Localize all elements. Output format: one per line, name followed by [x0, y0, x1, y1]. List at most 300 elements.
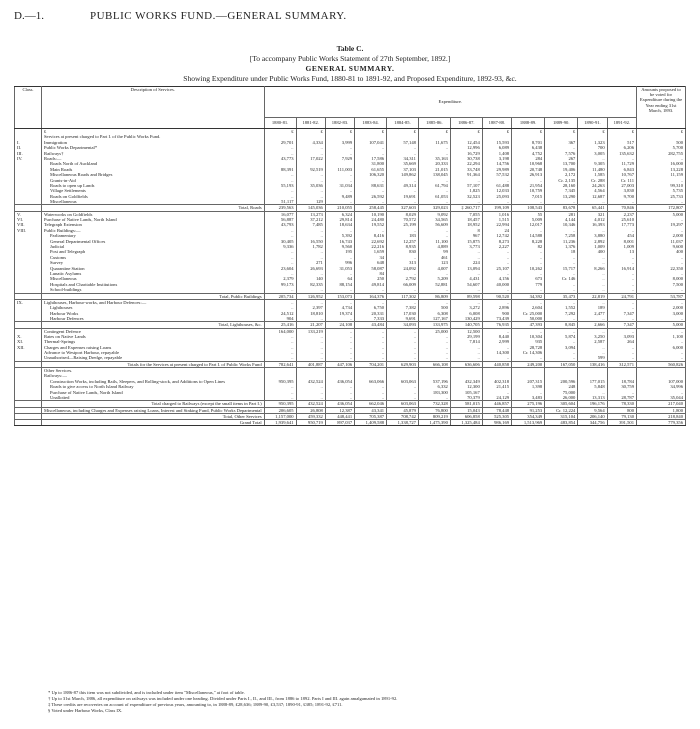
year-header: 1883-84. [355, 118, 387, 129]
value-cell: 10,304 [512, 334, 545, 339]
class-cell: VII. [15, 222, 42, 227]
value-cell: 4,734 [325, 305, 354, 310]
description-cell: Purchase of Native Lands, North Island [42, 217, 265, 222]
description-cell: Thermal-Springs [42, 339, 265, 344]
value-cell: .. [418, 334, 450, 339]
value-cell: .. [418, 287, 450, 293]
description-cell: Harbour Defences [42, 316, 265, 322]
value-cell: 133,219 [296, 328, 325, 334]
value-cell: 35,163 [418, 156, 450, 161]
value-cell: 3,094 [545, 345, 578, 350]
value-cell: 82,335 [296, 282, 325, 287]
value-cell: .. [296, 355, 325, 361]
value-cell: 2,792 [387, 276, 419, 281]
value-cell: £ [418, 129, 450, 135]
value-cell: .. [325, 151, 354, 156]
proposed-cell: .. [637, 260, 686, 265]
value-cell: 327,603 [387, 205, 419, 211]
value-cell: 55 [512, 211, 545, 217]
footnote: § Voted under Harbour Works, Class IX. [48, 708, 123, 713]
value-cell: 6,008 [450, 311, 482, 316]
value-cell: 525,305 [482, 413, 511, 419]
value-cell: Cr. 146 [545, 276, 578, 281]
description-cell: Purchase of Native Lands, North Island [42, 390, 265, 395]
value-cell: .. [325, 287, 354, 293]
value-cell: 6,308 [418, 311, 450, 316]
value-cell: .. [578, 328, 607, 334]
value-cell: .. [545, 328, 578, 334]
value-cell: .. [607, 287, 636, 293]
value-cell: 267 [545, 156, 578, 161]
value-cell: 76,935 [482, 322, 511, 328]
value-cell: 6,750 [355, 305, 387, 310]
value-cell: 1,157,000 [264, 413, 296, 419]
description-cell: Quarantine Station [42, 266, 265, 271]
description-cell: £ [42, 129, 265, 135]
value-cell: 800 [607, 407, 636, 413]
value-cell: 22,692 [355, 239, 387, 244]
value-cell: 606,858 [450, 413, 482, 419]
value-cell: 40,000 [482, 282, 511, 287]
value-cell: 315,104 [545, 413, 578, 419]
proposed-cell: .. [637, 350, 686, 355]
value-cell: 8,845 [545, 322, 578, 328]
value-cell: .. [296, 384, 325, 389]
value-cell: 12,996 [450, 145, 482, 150]
value-cell: 11,675 [418, 140, 450, 145]
value-cell: 599 [578, 355, 607, 361]
value-cell: 133,975 [418, 322, 450, 328]
value-cell: .. [387, 350, 419, 355]
value-cell: 354,349 [512, 413, 545, 419]
value-cell: 78,330 [607, 401, 636, 407]
value-cell: 24,129 [482, 395, 511, 401]
description-header: Description of Services. [42, 87, 265, 129]
value-cell: 32,523 [450, 194, 482, 199]
value-cell: 14,300 [482, 350, 511, 355]
value-cell: 31,034 [325, 183, 354, 188]
proposed-cell: 107,000 [637, 379, 686, 384]
value-cell: .. [355, 328, 387, 334]
value-cell: .. [578, 260, 607, 265]
value-cell: .. [450, 178, 482, 183]
value-cell: 140 [296, 276, 325, 281]
value-cell: 19,406 [545, 167, 578, 172]
value-cell: 26,000 [545, 395, 578, 401]
value-cell: .. [450, 271, 482, 276]
value-cell: 281 [545, 211, 578, 217]
value-cell: 15,593 [482, 140, 511, 145]
value-cell: 123 [418, 260, 450, 265]
expenditure-header: Expenditure. [264, 87, 636, 118]
value-cell: 224 [450, 260, 482, 265]
value-cell: 950,395 [264, 401, 296, 407]
class-cell [15, 420, 42, 426]
value-cell: .. [296, 271, 325, 276]
value-cell: .. [264, 339, 296, 344]
value-cell: .. [264, 395, 296, 401]
class-cell: XI. [15, 339, 42, 344]
value-cell: 34 [355, 255, 387, 260]
value-cell: 4,752 [512, 151, 545, 156]
value-cell: .. [264, 145, 296, 150]
description-cell: Main Roads [42, 167, 265, 172]
value-cell: 43,341 [355, 407, 387, 413]
proposed-cell: 400 [637, 249, 686, 254]
description-cell: Public Buildings:— [42, 228, 265, 233]
value-cell: .. [418, 299, 450, 305]
value-cell: Cr. 14,306 [512, 350, 545, 355]
value-cell: 117,302 [387, 293, 419, 299]
value-cell: 22,819 [578, 293, 607, 299]
value-cell: .. [545, 145, 578, 150]
value-cell: .. [482, 271, 511, 276]
proposed-cell: 1,100 [637, 334, 686, 339]
value-cell: 88,154 [325, 282, 354, 287]
proposed-cell: 25,733 [637, 194, 686, 199]
value-cell: 22,294 [450, 161, 482, 166]
value-cell: 30,405 [264, 239, 296, 244]
value-cell: 30,759 [607, 384, 636, 389]
value-cell: 19,552 [355, 222, 387, 227]
year-header: 1881-82. [296, 118, 325, 129]
value-cell: 1,659 [355, 249, 387, 254]
value-cell: .. [482, 345, 511, 350]
year-header: 1889-90. [545, 118, 578, 129]
value-cell: 12,257 [387, 239, 419, 244]
value-cell: .. [578, 255, 607, 260]
value-cell: .. [607, 156, 636, 161]
value-cell: .. [512, 178, 545, 183]
value-cell: 50,000 [512, 316, 545, 322]
value-cell: 4,007 [418, 266, 450, 271]
proposed-cell: 8,000 [637, 276, 686, 281]
value-cell: .. [296, 316, 325, 322]
header-row [15, 87, 686, 118]
value-cell: .. [578, 390, 607, 395]
value-cell: 967 [450, 233, 482, 238]
value-cell: 636,606 [450, 361, 482, 367]
description-cell: Post and Telegraph [42, 249, 265, 254]
value-cell: 43,484 [355, 322, 387, 328]
value-cell: 344,756 [578, 420, 607, 426]
value-cell: .. [325, 271, 354, 276]
value-cell: Cr. 288 [578, 178, 607, 183]
value-cell: £ [450, 129, 482, 135]
value-cell: 3,830 [607, 188, 636, 193]
value-cell: 27,003 [607, 183, 636, 188]
value-cell: 663,066 [355, 379, 387, 384]
value-cell: 7,485 [296, 222, 325, 227]
value-cell: 1,398 [512, 384, 545, 389]
value-cell: 432,524 [296, 379, 325, 384]
value-cell: 18,810 [296, 311, 325, 316]
value-cell: .. [264, 271, 296, 276]
description-cell: Hospitals and Charitable Institutions [42, 282, 265, 287]
proposed-cell: .. [637, 228, 686, 233]
value-cell: 15,875 [450, 239, 482, 244]
value-cell: 90,520 [482, 293, 511, 299]
value-cell: .. [482, 255, 511, 260]
description-cell: Miscellaneous, including Charges and Expenses raising Loans, Interest and Sinking Fund, Public Works Departmental [42, 407, 265, 413]
grand-total-row [15, 420, 686, 426]
value-cell: 271 [296, 260, 325, 265]
value-cell: 3,272 [450, 305, 482, 310]
value-cell: 31,800 [355, 161, 387, 166]
value-cell: 440,858 [482, 361, 511, 367]
value-cell: 12,687 [578, 194, 607, 199]
value-cell: 7,258 [545, 233, 578, 238]
value-cell: 2,397 [296, 305, 325, 310]
value-cell: 20,333 [418, 161, 450, 166]
description-cell: Roads North of Auckland [42, 161, 265, 166]
value-cell: .. [607, 271, 636, 276]
value-cell: 666,108 [418, 361, 450, 367]
value-cell: 517 [607, 140, 636, 145]
description-cell: Harbour Works [42, 311, 265, 316]
value-cell: £ [387, 129, 419, 135]
value-cell: .. [607, 345, 636, 350]
value-cell: .. [296, 249, 325, 254]
description-cell: Contingent Defence [42, 328, 265, 334]
value-cell: 183 [387, 233, 419, 238]
value-cell: 16,550 [296, 239, 325, 244]
value-cell: 11,480 [578, 167, 607, 172]
value-cell: 436,054 [325, 379, 354, 384]
value-cell: 935 [512, 339, 545, 344]
description-cell: Survey [42, 260, 265, 265]
value-cell: 78,448 [482, 407, 511, 413]
value-cell: .. [355, 145, 387, 150]
value-cell: .. [296, 334, 325, 339]
value-cell: 3,005 [578, 151, 607, 156]
value-cell: .. [355, 339, 387, 344]
description-cell: Customs [42, 255, 265, 260]
value-cell: 8 [450, 228, 482, 233]
value-cell: 705,387 [355, 413, 387, 419]
value-cell: .. [325, 384, 354, 389]
value-cell: 432,524 [296, 401, 325, 407]
value-cell: .. [264, 345, 296, 350]
value-cell: 662,046 [355, 401, 387, 407]
value-cell: 8,273 [482, 239, 511, 244]
value-cell: 21,015 [418, 167, 450, 172]
proposed-cell: .. [637, 339, 686, 344]
proposed-cell: 5,000 [637, 211, 686, 217]
value-cell: 25,416 [264, 322, 296, 328]
proposed-cell: .. [637, 178, 686, 183]
value-cell: 183,300 [418, 390, 450, 395]
value-cell: 16,077 [264, 211, 296, 217]
value-cell: 35,473 [545, 293, 578, 299]
value-cell: .. [355, 178, 387, 183]
value-cell: 7,333 [355, 316, 387, 322]
value-cell: .. [482, 178, 511, 183]
value-cell: 5,209 [418, 276, 450, 281]
value-cell: 1,585 [578, 172, 607, 177]
value-cell: 17,586 [355, 156, 387, 161]
value-cell: 3,483 [512, 395, 545, 401]
value-cell: .. [545, 271, 578, 276]
value-cell: .. [387, 151, 419, 156]
value-cell: 31,053 [325, 266, 354, 271]
value-cell: 24,512 [264, 311, 296, 316]
value-cell: 73,439 [482, 316, 511, 322]
value-cell: .. [387, 145, 419, 150]
description-cell: Immigration [42, 140, 265, 145]
value-cell: .. [296, 395, 325, 401]
value-cell: .. [387, 384, 419, 389]
summary-table [14, 86, 686, 426]
proposed-cell: 11,159 [637, 172, 686, 177]
value-cell: 275,196 [512, 401, 545, 407]
description-cell: Judicial [42, 244, 265, 249]
value-cell: 34,093 [387, 322, 419, 328]
value-cell: 3,773 [450, 244, 482, 249]
value-cell: .. [482, 249, 511, 254]
proposed-cell: 172,807 [637, 205, 686, 211]
value-cell: 6,438 [512, 145, 545, 150]
value-cell: .. [296, 151, 325, 156]
value-cell: 28,787 [607, 395, 636, 401]
value-cell: 6,324 [325, 211, 354, 217]
value-cell: 24,108 [325, 322, 354, 328]
table-name: GENERAL SUMMARY. [305, 64, 395, 73]
value-cell: 64 [325, 276, 354, 281]
description-cell: Totals for the Services at present charged to Part I. of Public Works Fund [42, 361, 265, 367]
value-cell: 3,250 [578, 334, 607, 339]
value-cell: 950,395 [264, 379, 296, 384]
value-cell: 149,862 [387, 172, 419, 177]
value-cell: 88,391 [264, 167, 296, 172]
table-caption: Showing Expenditure under Public Works Fund, 1880-81 to 1891-92, and Proposed Expenditure, 1892-93, &c. [183, 74, 517, 83]
value-cell: 30,738 [450, 156, 482, 161]
value-cell: 18,457 [450, 217, 482, 222]
proposed-cell: .. [637, 355, 686, 361]
value-cell: 8,029 [387, 211, 419, 217]
value-cell: 2,227 [482, 244, 511, 249]
value-cell: 4,564 [578, 188, 607, 193]
value-cell: 9,700 [607, 194, 636, 199]
value-cell: 106,320 [355, 172, 387, 177]
value-cell: 500 [418, 305, 450, 310]
value-cell: 708,742 [387, 413, 419, 419]
value-cell: 15,717 [545, 266, 578, 271]
value-cell: 20,331 [355, 311, 387, 316]
value-cell: 79,130 [607, 413, 636, 419]
value-cell: .. [545, 316, 578, 322]
value-cell: 70,572 [387, 217, 419, 222]
value-cell: 3,093 [607, 334, 636, 339]
value-cell: .. [418, 395, 450, 401]
value-cell: 986,169 [482, 420, 511, 426]
class-cell: VI. [15, 217, 42, 222]
value-cell: 8,266 [578, 266, 607, 271]
value-cell: 21,954 [512, 183, 545, 188]
value-cell: Cr. 2,135 [545, 178, 578, 183]
value-cell: .. [325, 328, 354, 334]
value-cell: .. [418, 345, 450, 350]
value-cell: .. [296, 172, 325, 177]
value-cell: .. [325, 172, 354, 177]
value-cell: 25,000 [418, 328, 450, 334]
value-cell: .. [387, 228, 419, 233]
value-cell: 1,409,588 [355, 420, 387, 426]
value-cell: .. [578, 156, 607, 161]
value-cell: .. [264, 194, 296, 199]
value-cell: 2,666 [578, 322, 607, 328]
value-cell: 2,892 [578, 239, 607, 244]
value-cell: .. [578, 287, 607, 293]
value-cell: .. [607, 199, 636, 205]
value-cell: 1,552 [545, 305, 578, 310]
value-cell: 145,036 [296, 205, 325, 211]
value-cell: 9,336 [264, 244, 296, 249]
value-cell: .. [418, 355, 450, 361]
value-cell: .. [512, 249, 545, 254]
value-cell: .. [545, 228, 578, 233]
footnote: * Up to 1886-87 this item was not subdivided, and is included under item "Miscellaneous," at foot of table. [48, 690, 245, 695]
class-cell: II. [15, 145, 42, 150]
value-cell: 111,003 [325, 167, 354, 172]
value-cell: 9,489 [325, 194, 354, 199]
value-cell: 483,854 [545, 420, 578, 426]
description-cell: Services at present charged to Part I. of the Public Works Fund. [42, 134, 265, 139]
value-cell: 43,773 [264, 156, 296, 161]
value-cell: 1,009 [578, 244, 607, 249]
proposed-cell: .. [637, 217, 686, 222]
value-cell: 1,475,390 [418, 420, 450, 426]
value-cell: 206,140 [578, 413, 607, 419]
value-cell: 92,519 [296, 167, 325, 172]
proposed-cell: 34,996 [637, 384, 686, 389]
value-cell: 45,879 [387, 407, 419, 413]
value-cell: 537,196 [418, 379, 450, 384]
value-cell: 1,515 [482, 217, 511, 222]
value-cell: 20,748 [512, 167, 545, 172]
value-cell: .. [450, 350, 482, 355]
year-header: 1884-85. [387, 118, 419, 129]
description-cell: Total, Public Buildings [42, 293, 265, 299]
value-cell: 12,387 [325, 407, 354, 413]
proposed-cell: .. [637, 328, 686, 334]
description-cell: Lighthouses, Harbour-works, and Harbour Defences:— [42, 299, 265, 305]
value-cell: .. [512, 390, 545, 395]
value-cell: .. [607, 390, 636, 395]
value-cell: 8,001 [607, 239, 636, 244]
value-cell: 28,160 [545, 183, 578, 188]
class-cell: X. [15, 334, 42, 339]
value-cell: .. [264, 287, 296, 293]
value-cell: .. [387, 287, 419, 293]
value-cell: 199,109 [482, 205, 511, 211]
value-cell: .. [355, 334, 387, 339]
value-cell: .. [418, 233, 450, 238]
footnote: † Up to 31st March, 1886, all expenditure on railways was included under one heading. Divided under Parts I., II., and III., from 1886 to 1892. Parts I and III. again amalgamated in 1891-92. [48, 696, 398, 701]
value-cell: 22,994 [482, 222, 511, 227]
description-cell: Construction Works, including Rails, Sleepers, and Rolling-stock, and Additions to Open Lines [42, 379, 265, 384]
value-cell: 673 [512, 276, 545, 281]
value-cell: 459,332 [296, 413, 325, 419]
value-cell: ‡ 260,717 [450, 205, 482, 211]
value-cell: .. [387, 390, 419, 395]
proposed-cell: 217,040 [637, 401, 686, 407]
value-cell: 3,198 [482, 156, 511, 161]
value-cell: .. [450, 287, 482, 293]
value-cell: 3,880 [578, 233, 607, 238]
value-cell: 1,009 [607, 244, 636, 249]
value-cell: 6,089 [482, 145, 511, 150]
